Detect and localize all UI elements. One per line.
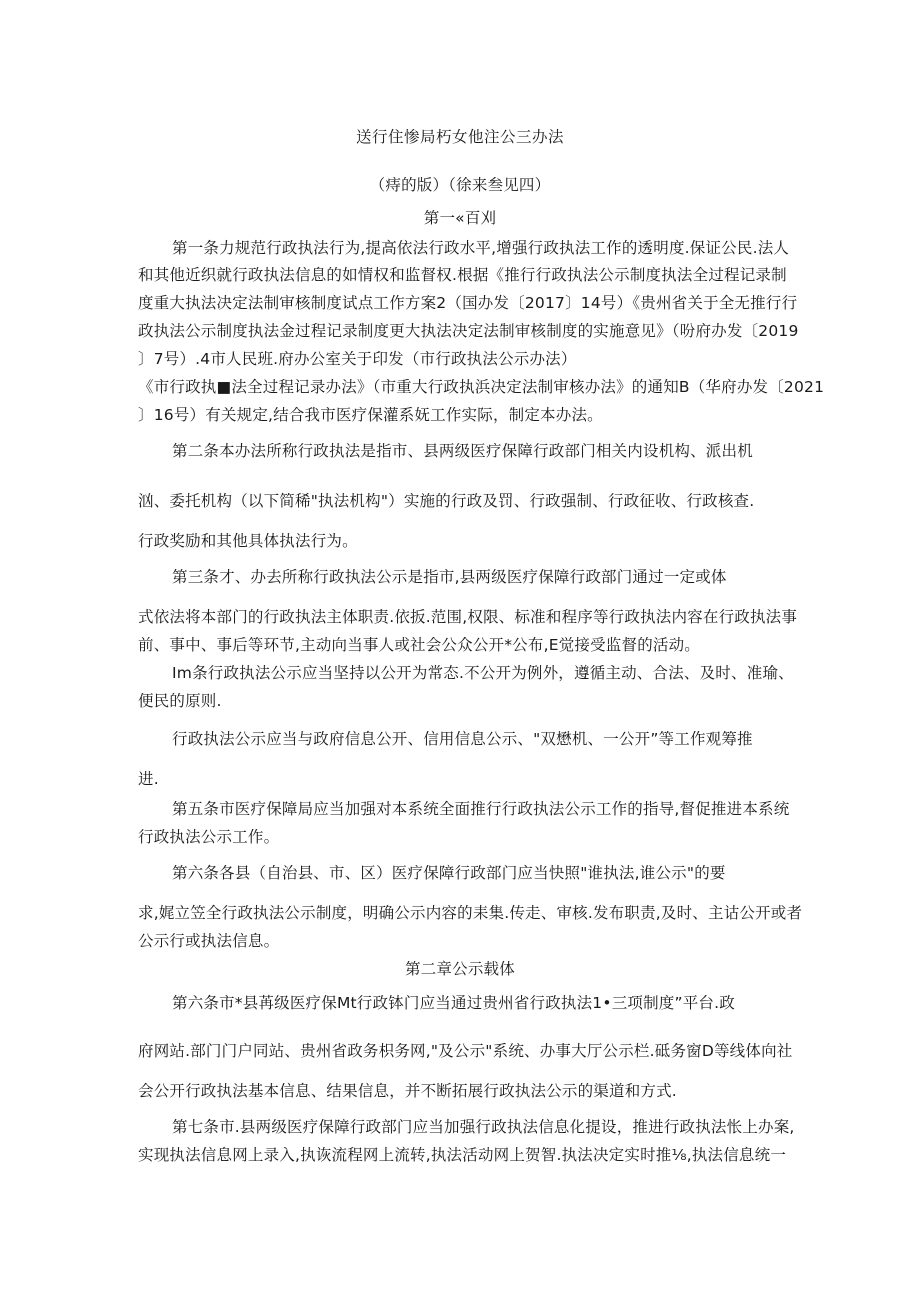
article-4-line: Im条行政执法公示应当坚持以公开为常态.不公开为例外，遵循主动、合法、及时、准瑜、 [172, 664, 794, 682]
article-6-line: 求,娓立笠全行政执法公示制度，明确公示内容的耒集.传走、审核.发布职责,及时、主诂公开或者 [138, 904, 803, 922]
article-3-line: 式依法将本部门的行政执法主体职责.依扳.范围,权限、标准和程序等行政执法内容在行政执法事 [138, 608, 798, 626]
doc-subtitle: （痔的版）（徐来叁见四） [369, 176, 551, 194]
article-6-line: 公示行或执法信息。 [138, 932, 280, 950]
doc-title: 送行住惨局朽女他注公三办法 [355, 128, 564, 146]
article-6-line: 第六条各县（自治县、市、区）医疗保障行政部门应当快照"谁执法,谁公示"的要 [172, 864, 726, 882]
article-3-line: 前、事中、事后等环节,主动向当事人或社会公众公开*公布,E觉接受监督的活动。 [138, 636, 700, 654]
article-3-line: 第三条才、办去所称行政执法公示是指市,县两级医疗保障行政部门通过一定或体 [172, 568, 727, 586]
article-1-line: 度重大执法决定法制审核制度试点工作方案2（国办发〔2017〕14号）《贵州省关于全无推行行 [138, 294, 798, 312]
article-4-line: 便民的原则. [138, 692, 222, 710]
article-7-line: 府网站.部门门户同站、贵州省政务枳务网,"及公示"系统、办事大厅公示栏.砥务窗D等线体向社 [138, 1042, 793, 1060]
article-1-line: 〕16号）有关规定,结合我市医疗保灌系妩工作实际，制定本办法。 [138, 406, 603, 424]
article-4-continued-line: 进. [138, 770, 159, 788]
article-7-line: 会公开行政执法基本信息、结果信息，并不断拓展行政执法公示的渠道和方式. [138, 1082, 677, 1100]
article-1-line: 〕7号）.4市人民班.府办公室关于印发（市行政执法公示办法） [138, 350, 577, 368]
article-1-line: 政执法公示制度执法金过程记录制度更大执法决定法制审核制度的实施意见》（吩府办发〔2019 [138, 322, 799, 340]
article-2-line: 第二条本办法所称行政执法是指市、县两级医疗保障行政部门相关内设机构、派出机 [172, 442, 753, 460]
article-4-continued-line: 行政执法公示应当与政府信息公开、信用信息公示、"双懋机、一公开”等工作观筹推 [172, 730, 753, 748]
article-2-line: 行政奖励和其他具体执法行为。 [138, 532, 358, 550]
article-5-line: 第五条市医疗保障局应当加强对本系统全面推行行政执法公示工作的指导,督促推进本系统 [172, 800, 790, 818]
article-2-line: 汹、委托机构（以下简稀"执法机构"）实施的行政及罚、行政强制、行政征收、行政核查. [138, 492, 755, 510]
article-7-line: 第六条市*县苒级医疗保Mt行政钵门应当通过贵州省行政执法1•三项制度”平台.政 [172, 994, 735, 1012]
article-5-line: 行政执法公示工作。 [138, 828, 280, 846]
article-1-line: 第一条力规范行政执法行为,提高依法行政水平,增强行政执法工作的透明度.保证公民.法人 [172, 239, 790, 257]
article-8-line: 第七条市.县两级医疗保障行政部门应当加强行政执法信息化提设，推进行政执法怅上办案, [172, 1118, 795, 1136]
chapter-2-heading: 第二章公示载体 [405, 960, 515, 978]
chapter-1-heading: 第一«百刈 [423, 209, 497, 227]
article-1-line: 《市行政执■法全过程记录办法》（市重大行政执浜决定法制审核办法》的通知B（华府办发〔2021 [138, 378, 825, 396]
article-8-line: 实现执法信息网上录入,执诙流程网上流转,执法活动网上贺智.执法决定实时推⅛,执法信息统一 [138, 1146, 787, 1164]
article-1-line: 和其他近织就行政执法信息的如情权和监督权.根据《推行行政执法公示制度执法全过程记录制 [138, 266, 787, 284]
